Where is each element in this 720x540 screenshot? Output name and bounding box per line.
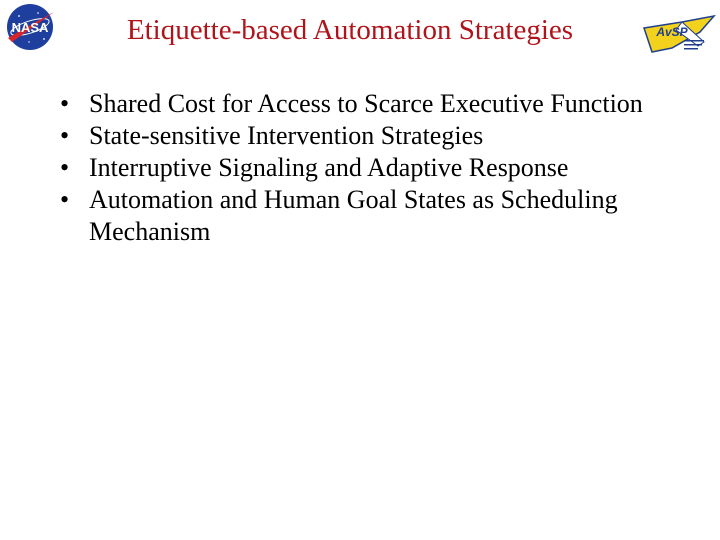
bullet-text: Shared Cost for Access to Scarce Executive Function xyxy=(89,89,643,118)
bullet-glyph: • xyxy=(60,185,70,214)
nasa-logo-icon xyxy=(2,2,58,52)
nasa-logo-text: NASA xyxy=(11,20,49,35)
avsp-logo-icon xyxy=(642,12,716,56)
bullet-text: State-sensitive Intervention Strategies xyxy=(89,121,484,150)
bullet-text: Interruptive Signaling and Adaptive Response xyxy=(89,153,569,182)
avsp-logo-text: AvSP xyxy=(656,25,688,39)
bullet-item xyxy=(60,88,670,120)
bullet-glyph: • xyxy=(60,121,70,150)
bullet-item xyxy=(60,120,670,152)
page-title: Etiquette-based Automation Strategies xyxy=(126,14,574,46)
bullet-glyph: • xyxy=(60,153,70,182)
bullet-list xyxy=(60,88,670,248)
bullet-item xyxy=(60,152,670,184)
bullet-text: Automation and Human Goal States as Scheduling Mechanism xyxy=(89,185,618,246)
bullet-glyph: • xyxy=(60,89,70,118)
bullet-item xyxy=(60,184,670,248)
